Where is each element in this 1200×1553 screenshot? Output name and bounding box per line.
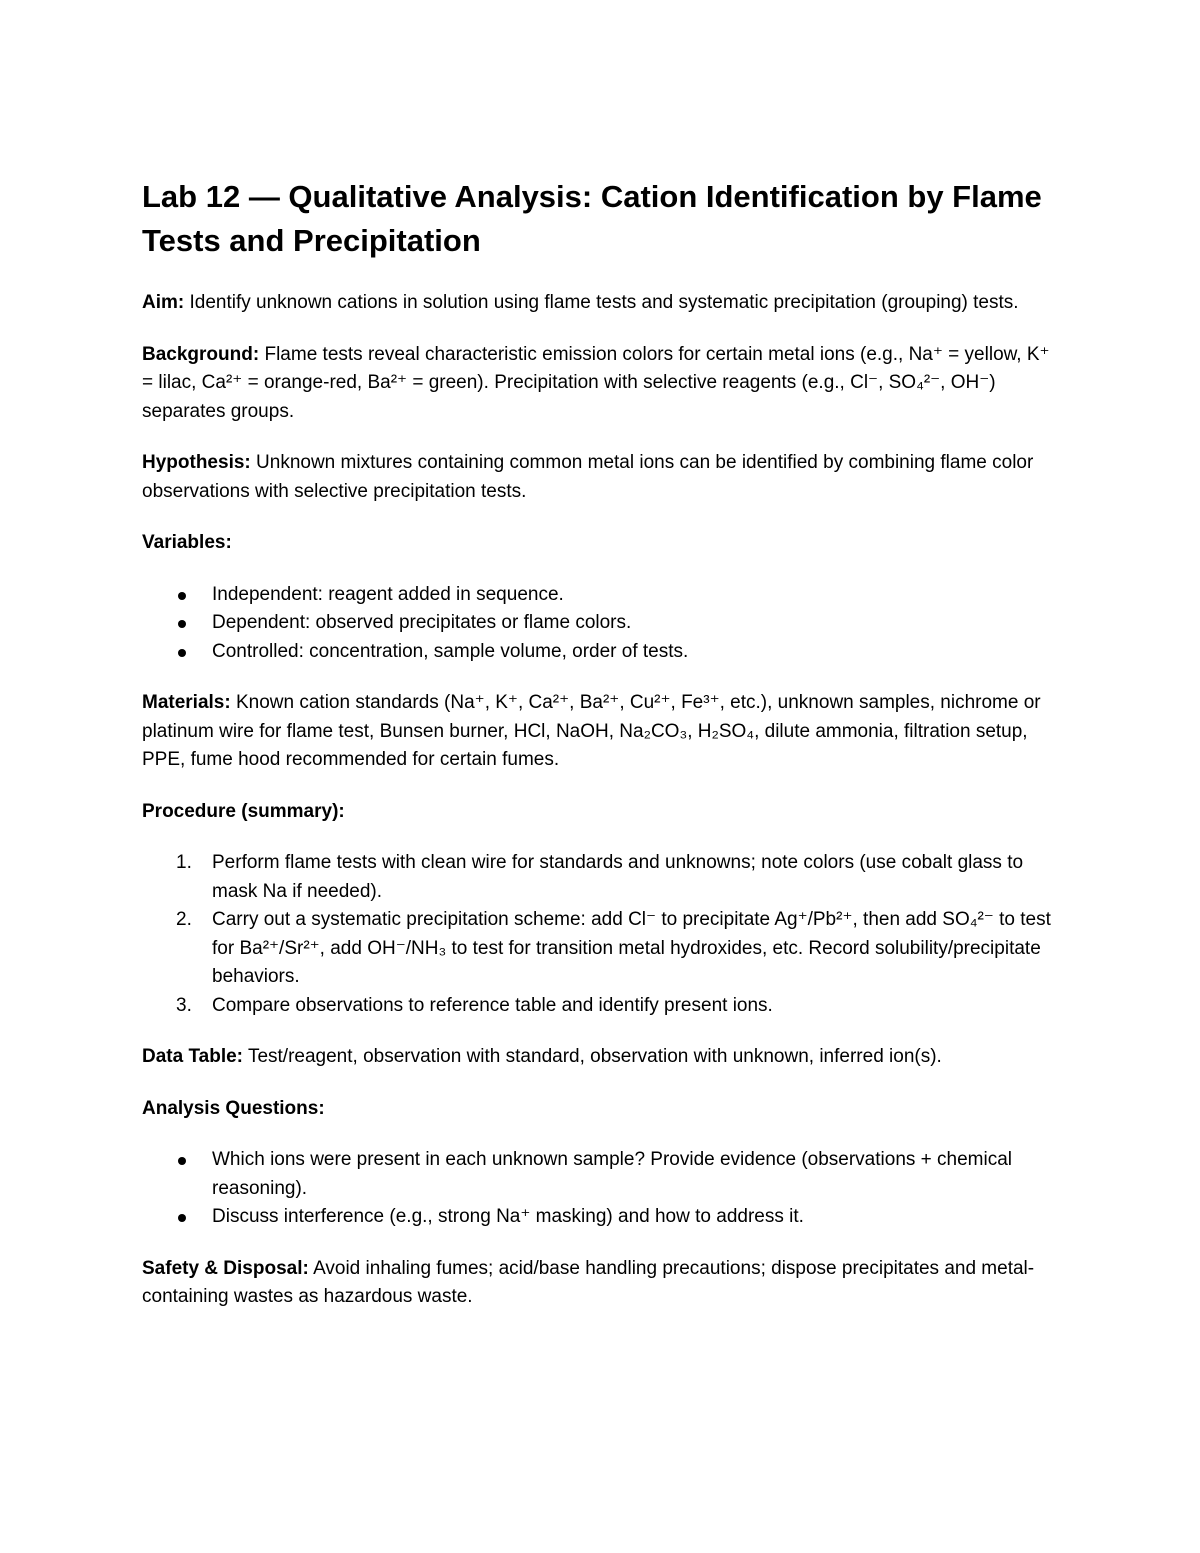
variables-heading: Variables: [142, 532, 232, 553]
document-page [142, 175, 1062, 1335]
bullet-icon [178, 649, 186, 657]
background-section [142, 341, 1062, 427]
hypothesis-label: Hypothesis: [142, 452, 251, 473]
list-item-text: Which ions were present in each unknown sample? Provide evidence (observations + chemical reasoning). [212, 1149, 1013, 1199]
aim-label: Aim: [142, 292, 185, 313]
aim-section [142, 289, 1062, 318]
step-number: 2. [176, 909, 192, 930]
bullet-icon [178, 1157, 186, 1165]
data-table-text: Test/reagent, observation with standard, observation with unknown, inferred ion(s). [247, 1046, 942, 1067]
list-item [142, 849, 1062, 906]
bullet-icon [178, 592, 186, 600]
list-item-text: Controlled: concentration, sample volume, order of tests. [212, 640, 689, 662]
background-label: Background: [142, 343, 260, 365]
list-item-text: Dependent: observed precipitates or flame colors. [212, 612, 632, 633]
background-text: Flame tests reveal characteristic emission colors for certain metal ions (e.g., Na⁺ = yellow, K⁺ = lilac, Ca²⁺ = orange-red, Ba²⁺ = green). Precipitation with selective reagents (e.g., Cl⁻, SO₄²⁻, OH⁻) separates groups. [142, 343, 1050, 422]
list-item-text: Independent: reagent added in sequence. [212, 583, 564, 605]
list-item [142, 992, 1062, 1021]
list-item-text: Perform flame tests with clean wire for standards and unknowns; note colors (use cobalt glass to mask Na if needed). [212, 852, 1024, 902]
procedure-list [142, 849, 1062, 1020]
list-item [142, 1203, 1062, 1232]
list-item-text: Compare observations to reference table and identify present ions. [212, 994, 773, 1016]
page-title: Lab 12 — Qualitative Analysis: Cation Identification by Flame Tests and Precipitation [142, 179, 1042, 258]
safety-text: Avoid inhaling fumes; acid/base handling precautions; dispose precipitates and metal-containing wastes as hazardous waste. [142, 1257, 1035, 1307]
procedure-heading: Procedure (summary): [142, 800, 345, 822]
variables-list [142, 581, 1062, 667]
list-item [142, 638, 1062, 667]
step-number: 3. [176, 994, 192, 1016]
data-table-section [142, 1043, 1062, 1072]
data-table-label: Data Table: [142, 1046, 244, 1067]
bullet-icon [178, 1214, 186, 1222]
materials-text: Known cation standards (Na⁺, K⁺, Ca²⁺, Ba²⁺, Cu²⁺, Fe³⁺, etc.), unknown samples, nichrome or platinum wire for flame test, Bunsen burner, HCl, NaOH, Na₂CO₃, H₂SO₄, dilute ammonia, filtration setup, PPE, fume hood recommended for certain fumes. [142, 692, 1041, 770]
list-item [142, 609, 1062, 638]
bullet-icon [178, 620, 186, 628]
list-item [142, 906, 1062, 992]
step-number: 1. [176, 852, 192, 873]
materials-label: Materials: [142, 692, 231, 713]
safety-section [142, 1255, 1062, 1312]
safety-label: Safety & Disposal: [142, 1257, 309, 1279]
list-item-text: Discuss interference (e.g., strong Na⁺ masking) and how to address it. [212, 1206, 804, 1227]
aim-text: Identify unknown cations in solution using flame tests and systematic precipitation (grouping) tests. [189, 292, 1019, 313]
hypothesis-section [142, 449, 1062, 506]
hypothesis-text: Unknown mixtures containing common metal ions can be identified by combining flame color observations with selective precipitation tests. [142, 452, 1034, 502]
analysis-list [142, 1146, 1062, 1232]
list-item-text: Carry out a systematic precipitation scheme: add Cl⁻ to precipitate Ag⁺/Pb²⁺, then add SO₄²⁻ to test for Ba²⁺/Sr²⁺, add OH⁻/NH₃ to test for transition metal hydroxides, etc. Record solubility/precipitate behaviors. [212, 909, 1051, 987]
analysis-heading: Analysis Questions: [142, 1097, 325, 1119]
list-item [142, 1146, 1062, 1203]
list-item [142, 581, 1062, 610]
materials-section [142, 689, 1062, 775]
